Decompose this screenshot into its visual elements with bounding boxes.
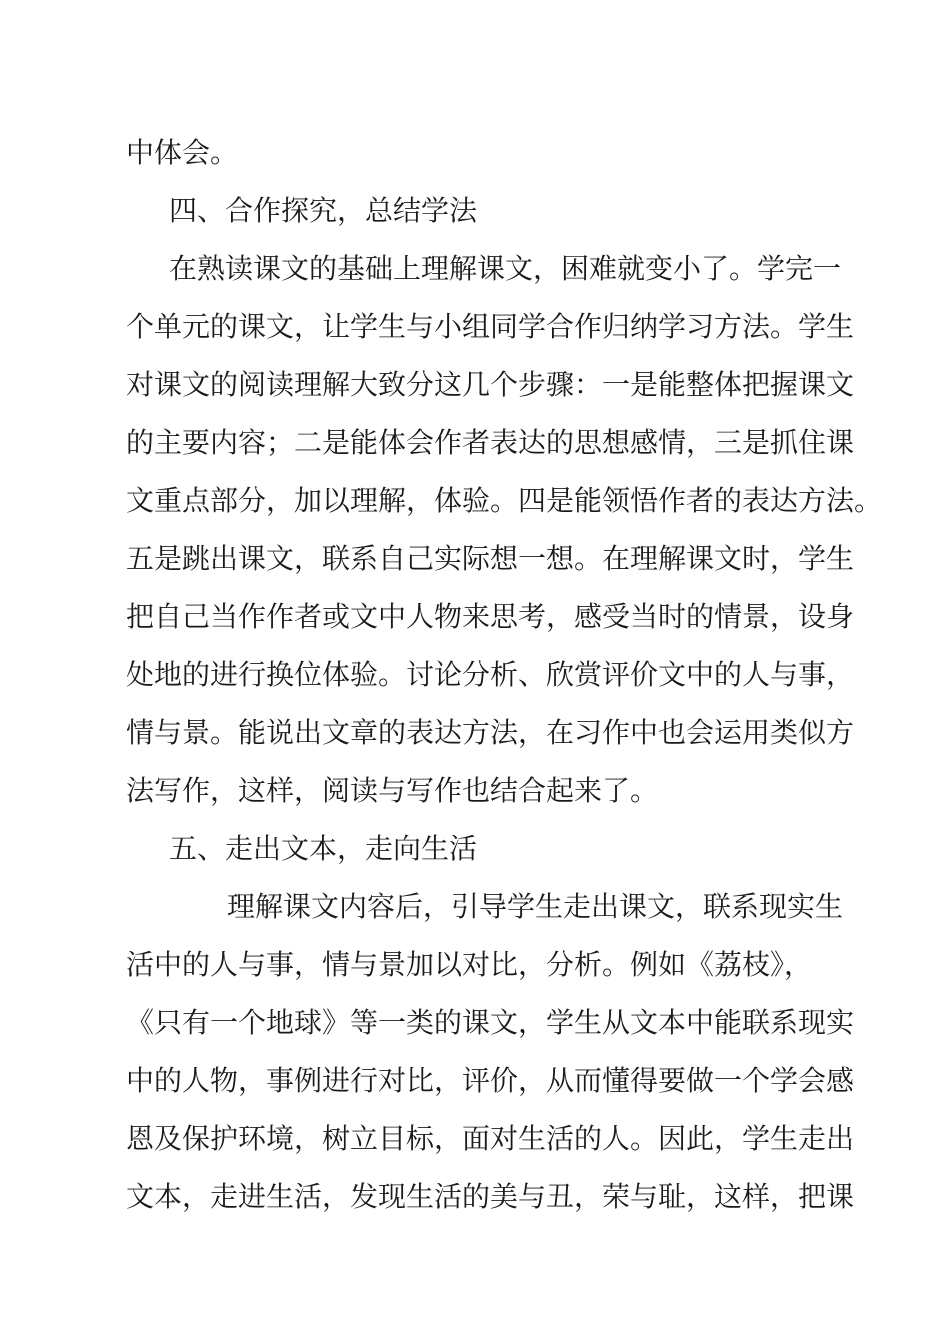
text-line: 处地的进行换位体验。讨论分析、欣赏评价文中的人与事， [126, 658, 855, 691]
text-line: 法写作，这样，阅读与写作也结合起来了。 [126, 774, 659, 807]
text-line: 理解课文内容后，引导学生走出课文，联系现实生 [227, 890, 844, 923]
text-line: 《只有一个地球》等一类的课文，学生从文本中能联系现实 [126, 1006, 855, 1039]
text-line: 文重点部分，加以理解，体验。四是能领悟作者的表达方法。 [126, 484, 883, 517]
text-line: 情与景。能说出文章的表达方法，在习作中也会运用类似方 [126, 716, 855, 749]
text-line: 在熟读课文的基础上理解课文，困难就变小了。学完一 [169, 252, 842, 285]
text-line: 中体会。 [126, 136, 239, 169]
section-heading: 四、合作探究，总结学法 [169, 194, 478, 227]
text-line: 把自己当作作者或文中人物来思考，感受当时的情景，设身 [126, 600, 855, 633]
text-line: 个单元的课文，让学生与小组同学合作归纳学习方法。学生 [126, 310, 855, 343]
text-line: 文本，走进生活，发现生活的美与丑，荣与耻，这样，把课 [126, 1180, 855, 1213]
text-line: 中的人物，事例进行对比，评价，从而懂得要做一个学会感 [126, 1064, 855, 1097]
text-line: 活中的人与事，情与景加以对比，分析。例如《荔枝》， [126, 948, 813, 981]
text-line: 的主要内容；二是能体会作者表达的思想感情，三是抓住课 [126, 426, 855, 459]
text-line: 五是跳出课文，联系自己实际想一想。在理解课文时，学生 [126, 542, 855, 575]
text-line: 恩及保护环境，树立目标，面对生活的人。因此，学生走出 [126, 1122, 855, 1155]
section-heading: 五、走出文本，走向生活 [169, 832, 478, 865]
text-line: 对课文的阅读理解大致分这几个步骤：一是能整体把握课文 [126, 368, 855, 401]
